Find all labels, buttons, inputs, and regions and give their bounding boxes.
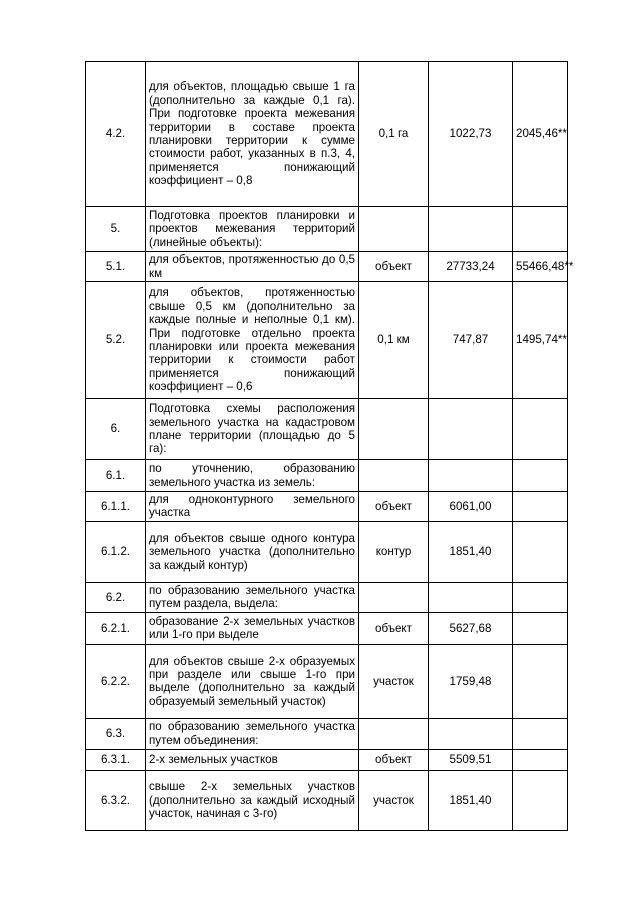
item-price: 1851,40: [429, 770, 513, 830]
item-description: по уточнению, образованию земельного участка из земель:: [146, 460, 359, 492]
item-unit: 0,1 га: [359, 62, 429, 207]
item-unit: объект: [359, 492, 429, 522]
item-number: 5.: [86, 207, 146, 252]
item-description: для объектов свыше 2-х образуемых при разделе или свыше 1-го при выделе (дополнительно за каждый образуемый земельный участок): [146, 644, 359, 718]
item-price: [429, 718, 513, 749]
tariff-table: [85, 61, 574, 831]
item-price-alt: [513, 612, 568, 644]
table-row: [86, 612, 568, 644]
item-description: для объектов, протяженностью свыше 0,5 км (дополнительно за каждые полные и неполные 0,1 км). При подготовке отдельно проекта планировки или проекта межевания территории к стоимости работ применяется понижающий коэффициент – 0,6: [146, 282, 359, 399]
item-description: Подготовка проектов планировки и проектов межевания территорий (линейные объекты):: [146, 207, 359, 252]
item-price-alt: [513, 460, 568, 492]
item-unit: контур: [359, 521, 429, 582]
item-unit: участок: [359, 644, 429, 718]
item-price: 6061,00: [429, 492, 513, 522]
item-number: 6.3.2.: [86, 770, 146, 830]
item-number: 6.1.: [86, 460, 146, 492]
item-price: 747,87: [429, 282, 513, 399]
item-price-alt: [513, 399, 568, 460]
item-price: [429, 399, 513, 460]
item-price: [429, 460, 513, 492]
item-unit: 0,1 км: [359, 282, 429, 399]
item-price-alt: [513, 644, 568, 718]
item-unit: [359, 718, 429, 749]
table-row: [86, 399, 568, 460]
item-price-alt: [513, 749, 568, 770]
item-price: 1851,40: [429, 521, 513, 582]
item-number: 6.2.1.: [86, 612, 146, 644]
table-row: [86, 207, 568, 252]
item-number: 6.3.1.: [86, 749, 146, 770]
item-description: для объектов свыше одного контура земельного участка (дополнительно за каждый контур): [146, 521, 359, 582]
item-unit: участок: [359, 770, 429, 830]
item-number: 6.1.1.: [86, 492, 146, 522]
item-unit: объект: [359, 252, 429, 282]
item-unit: [359, 207, 429, 252]
item-price: 1759,48: [429, 644, 513, 718]
item-price-alt: [513, 207, 568, 252]
item-price-alt: 1495,74**: [513, 282, 568, 399]
item-number: 6.2.2.: [86, 644, 146, 718]
item-description: свыше 2-х земельных участков (дополнительно за каждый исходный участок, начиная с 3-го): [146, 770, 359, 830]
item-price: 5627,68: [429, 612, 513, 644]
item-number: 5.2.: [86, 282, 146, 399]
item-description: по образованию земельного участка путем объединения:: [146, 718, 359, 749]
table-row: [86, 521, 568, 582]
item-price-alt: [513, 492, 568, 522]
item-number: 6.3.: [86, 718, 146, 749]
item-price: [429, 207, 513, 252]
item-number: 6.2.: [86, 582, 146, 612]
item-price: 5509,51: [429, 749, 513, 770]
item-number: 6.1.2.: [86, 521, 146, 582]
item-number: 6.: [86, 399, 146, 460]
table-row: [86, 770, 568, 830]
item-unit: [359, 399, 429, 460]
table-row: [86, 582, 568, 612]
item-price-alt: [513, 718, 568, 749]
item-price-alt: 55466,48**: [513, 252, 568, 282]
item-description: по образованию земельного участка путем раздела, выдела:: [146, 582, 359, 612]
item-number: 4.2.: [86, 62, 146, 207]
item-unit: объект: [359, 749, 429, 770]
table-row: [86, 252, 568, 282]
item-price-alt: [513, 770, 568, 830]
item-description: для объектов, площадью свыше 1 га (дополнительно за каждые 0,1 га). При подготовке проекта межевания территории в составе проекта планировки территории к сумме стоимости работ, указанных в п.3, 4, применяется понижающий коэффициент – 0,8: [146, 62, 359, 207]
table-row: [86, 749, 568, 770]
item-description: Подготовка схемы расположения земельного участка на кадастровом плане территории (площадью до 5 га):: [146, 399, 359, 460]
table-row: [86, 718, 568, 749]
item-description: 2-х земельных участков: [146, 749, 359, 770]
item-price-alt: [513, 521, 568, 582]
table-row: [86, 62, 568, 207]
item-price: 1022,73: [429, 62, 513, 207]
item-description: для объектов, протяженностью до 0,5 км: [146, 252, 359, 282]
item-number: 5.1.: [86, 252, 146, 282]
item-price: [429, 582, 513, 612]
item-description: для одноконтурного земельного участка: [146, 492, 359, 522]
table-row: [86, 460, 568, 492]
item-price-alt: [513, 582, 568, 612]
item-unit: [359, 582, 429, 612]
item-price: 27733,24: [429, 252, 513, 282]
item-unit: [359, 460, 429, 492]
item-price-alt: 2045,46**: [513, 62, 568, 207]
table-row: [86, 644, 568, 718]
item-description: образование 2-х земельных участков или 1-го при выделе: [146, 612, 359, 644]
table-row: [86, 492, 568, 522]
table-row: [86, 282, 568, 399]
item-unit: объект: [359, 612, 429, 644]
